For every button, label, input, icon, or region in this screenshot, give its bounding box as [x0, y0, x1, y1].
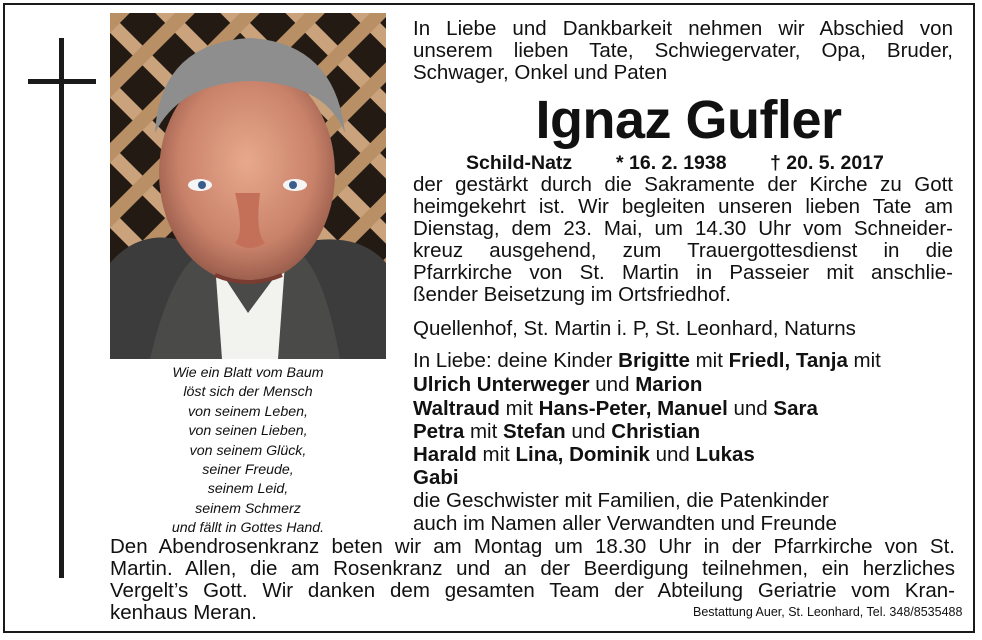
- death-date: † 20. 5. 2017: [770, 152, 884, 174]
- family-name: Marion: [635, 373, 703, 396]
- cross-icon: [59, 38, 64, 578]
- portrait-photo: [110, 13, 386, 359]
- family-name: Gabi: [413, 466, 459, 489]
- body-line: Pfarrkirche von St. Martin in Passeier mit anschlie-: [413, 261, 953, 284]
- family-line: [413, 467, 459, 489]
- family-name: Lukas: [695, 443, 755, 466]
- family-text: mit: [689, 349, 729, 372]
- poem: [110, 364, 386, 539]
- family-text: mit: [847, 349, 881, 372]
- body-line: ßender Beisetzung im Ortsfriedhof.: [413, 283, 731, 306]
- family-name: Stefan: [503, 420, 566, 443]
- body-line: der gestärkt durch die Sakramente der Kirche zu Gott: [413, 173, 953, 196]
- family-text: mit: [464, 420, 503, 443]
- family-name: Hans-Peter, Manuel: [538, 397, 728, 420]
- bottom-line: Den Abendrosenkranz beten wir am Montag um 18.30 Uhr in der Pfarrkirche von St.: [110, 535, 955, 558]
- bottom-line: kenhaus Meran.: [110, 601, 258, 624]
- family-line: [413, 350, 881, 372]
- intro-line: unserem lieben Tate, Schwiegervater, Opa, Bruder,: [413, 39, 953, 62]
- family-name: Harald: [413, 443, 477, 466]
- poem-line: seinem Schmerz: [195, 500, 301, 517]
- family-line: [413, 421, 700, 443]
- poem-line: löst sich der Mensch: [183, 384, 313, 401]
- family-name: Brigitte: [618, 349, 690, 372]
- family-name: Sara: [773, 397, 818, 420]
- family-name: Lina, Dominik: [515, 443, 650, 466]
- family-text: und: [589, 373, 636, 396]
- intro-line: In Liebe und Dankbarkeit nehmen wir Abschied von: [413, 17, 953, 40]
- family-name: Ulrich Unterweger: [413, 373, 590, 396]
- cross-icon-bar: [28, 79, 96, 84]
- family-name: Friedl, Tanja: [728, 349, 848, 372]
- poem-line: von seinen Lieben,: [188, 423, 308, 440]
- birth-date: * 16. 2. 1938: [616, 152, 727, 174]
- bottom-line: Vergelt’s Gott. Wir danken dem gesamten Team der Abteilung Geriatrie vom Kran-: [110, 579, 955, 602]
- family-line: auch im Namen aller Verwandten und Freunde: [413, 512, 837, 535]
- family-name: Christian: [611, 420, 701, 443]
- deceased-name: Ignaz Gufler: [535, 90, 842, 150]
- family-text: mit: [499, 397, 539, 420]
- family-text: und: [649, 443, 696, 466]
- family-name: Petra: [413, 420, 465, 443]
- poem-line: seiner Freude,: [202, 462, 294, 479]
- locations: Quellenhof, St. Martin i. P, St. Leonhard, Naturns: [413, 317, 856, 340]
- family-text: In Liebe: deine Kinder: [413, 349, 619, 372]
- family-text: und: [727, 397, 774, 420]
- body-line: heimgekehrt ist. Wir begleiten unseren lieben Tate am: [413, 195, 953, 218]
- family-text: mit: [476, 443, 516, 466]
- bottom-line: Martin. Allen, die am Rosenkranz und an der Beerdigung teilnehmen, ein herzliches: [110, 557, 955, 580]
- family-text: und: [565, 420, 612, 443]
- intro-line: Schwager, Onkel und Paten: [413, 61, 668, 84]
- poem-line: von seinem Glück,: [189, 442, 307, 459]
- body-line: kreuz ausgehend, zum Trauergottesdienst in die: [413, 239, 953, 262]
- family-name: Waltraud: [413, 397, 500, 420]
- funeral-home-credit: Bestattung Auer, St. Leonhard, Tel. 348/8535488: [693, 605, 963, 619]
- family-line: die Geschwister mit Familien, die Patenkinder: [413, 489, 829, 512]
- home-place: Schild-Natz: [466, 152, 573, 174]
- poem-line: und fällt in Gottes Hand.: [171, 520, 325, 537]
- family-line: [413, 444, 755, 466]
- poem-line: seinem Leid,: [207, 481, 289, 498]
- poem-line: Wie ein Blatt vom Baum: [172, 365, 324, 381]
- poem-line: von seinem Leben,: [188, 403, 308, 420]
- family-line: [413, 398, 818, 420]
- body-line: Dienstag, dem 23. Mai, um 14.30 Uhr vom Schneider-: [413, 217, 953, 240]
- family-line: [413, 374, 702, 396]
